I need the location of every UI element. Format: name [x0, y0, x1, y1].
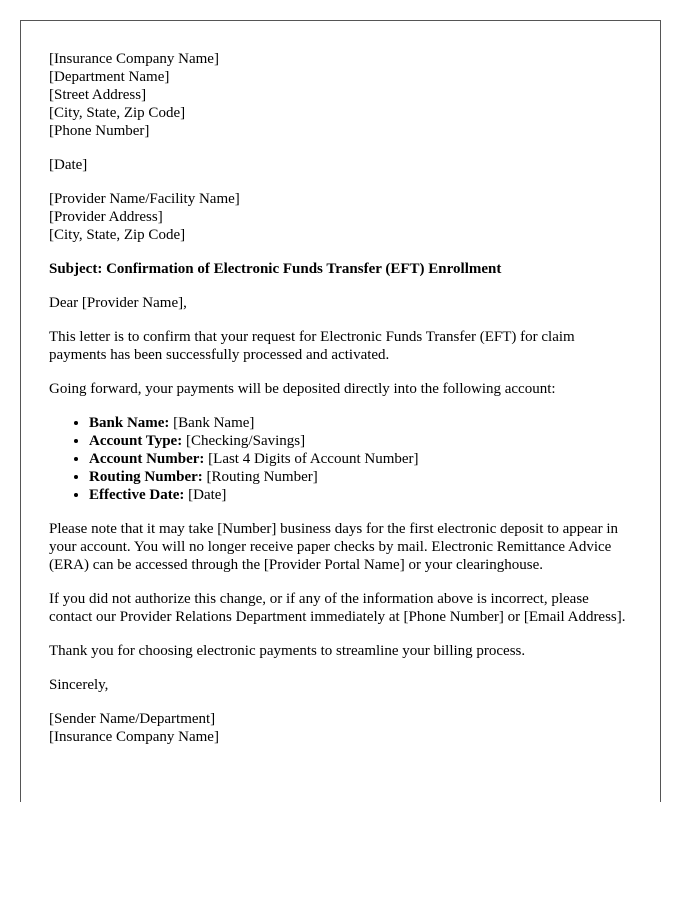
sender-city-state-zip: [City, State, Zip Code]: [49, 105, 186, 121]
signature-block: [49, 710, 632, 746]
detail-label: Routing Number:: [89, 469, 203, 485]
signature-sender: [Sender Name/Department]: [49, 711, 216, 727]
sender-phone: [Phone Number]: [49, 123, 150, 139]
unauthorized-change-paragraph: If you did not authorize this change, or if any of the information above is incorrect, please contact our Provider Relations Department immediately at [Phone Number] or [Email Address].: [49, 591, 626, 625]
sender-department: [Department Name]: [49, 69, 170, 85]
account-intro-paragraph: Going forward, your payments will be deposited directly into the following account:: [49, 381, 556, 397]
detail-value: [Routing Number]: [206, 469, 318, 485]
sender-address-block: [49, 50, 632, 140]
detail-value: [Date]: [188, 487, 227, 503]
detail-value: [Checking/Savings]: [185, 433, 306, 449]
detail-label: Bank Name:: [89, 415, 170, 431]
letter-date: [Date]: [49, 157, 88, 173]
salutation: Dear [Provider Name],: [49, 295, 187, 311]
recipient-name: [Provider Name/Facility Name]: [49, 191, 240, 207]
detail-label: Effective Date:: [89, 487, 185, 503]
detail-value: [Last 4 Digits of Account Number]: [208, 451, 419, 467]
detail-value: [Bank Name]: [173, 415, 255, 431]
account-detail-routing-number: [89, 468, 632, 486]
recipient-address-block: [49, 190, 632, 244]
account-detail-bank-name: [89, 414, 632, 432]
account-detail-effective-date: [89, 486, 632, 504]
sender-company-name: [Insurance Company Name]: [49, 51, 219, 67]
subject-line: Subject: Confirmation of Electronic Funds Transfer (EFT) Enrollment: [49, 261, 502, 277]
processing-notice-paragraph: Please note that it may take [Number] business days for the first electronic deposit to appear in your account. You will no longer receive paper checks by mail. Electronic Remittance Advice (ERA) can be accessed through the [Provider Portal Name] or your clearinghouse.: [49, 521, 618, 573]
detail-label: Account Number:: [89, 451, 205, 467]
recipient-address: [Provider Address]: [49, 209, 163, 225]
signature-company: [Insurance Company Name]: [49, 729, 219, 745]
closing: Sincerely,: [49, 677, 109, 693]
confirmation-paragraph: This letter is to confirm that your request for Electronic Funds Transfer (EFT) for claim payments has been successfully processed and activated.: [49, 329, 575, 363]
account-detail-account-type: [89, 432, 632, 450]
detail-label: Account Type:: [89, 433, 183, 449]
sender-street-address: [Street Address]: [49, 87, 147, 103]
account-detail-account-number: [89, 450, 632, 468]
letter-page: [20, 20, 661, 802]
recipient-city-state-zip: [City, State, Zip Code]: [49, 227, 186, 243]
thank-you-paragraph: Thank you for choosing electronic payments to streamline your billing process.: [49, 643, 526, 659]
account-details-list: [49, 414, 632, 504]
